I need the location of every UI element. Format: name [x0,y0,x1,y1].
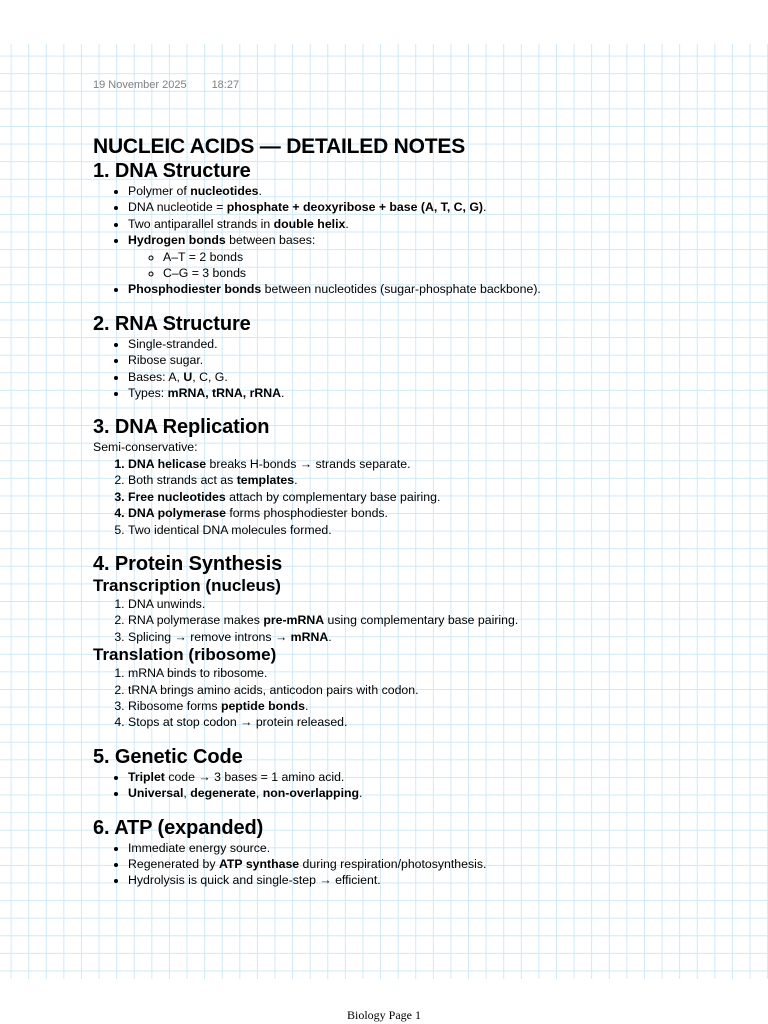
list-item: • Hydrolysis is quick and single-step → efficient. [128,872,733,888]
list-item: • Phosphodiester bonds between nucleotides (sugar-phosphate backbone). [128,281,733,297]
subheading-translation: Translation (ribosome) [93,645,277,665]
list-item: • Triplet code → 3 bases = 1 amino acid. [128,769,733,785]
list-item: • Polymer of nucleotides. [128,183,733,199]
note-date: 19 November 2025 [93,79,187,91]
list-item: 3. Splicing → remove introns → mRNA. [128,629,733,645]
list-item: 3. Free nucleotides attach by complementary base pairing. [128,489,733,505]
dna-structure-list [93,183,733,298]
subheading-transcription: Transcription (nucleus) [93,575,281,595]
translation-steps [93,665,733,731]
list-item: • Regenerated by ATP synthase during respiration/photosynthesis. [128,856,733,872]
list-item: 4. DNA polymerase forms phosphodiester bonds. [128,505,733,521]
note-content [93,78,733,889]
note-timestamp [93,78,733,92]
section-heading-dna-structure: 1. DNA Structure [93,160,251,182]
list-item: 5. Two identical DNA molecules formed. [128,522,733,538]
section-heading-atp: 6. ATP (expanded) [93,816,264,839]
list-item: 2. RNA polymerase makes pre-mRNA using complementary base pairing. [128,612,733,628]
list-item: • Universal, degenerate, non-overlapping. [128,785,733,801]
list-item: 2. Both strands act as templates. [128,472,733,488]
list-item: • Ribose sugar. [128,352,733,368]
list-item: • Immediate energy source. [128,840,733,856]
transcription-steps [93,596,733,645]
sublist-item: ◦ C–G = 3 bonds [163,265,733,281]
atp-list [93,840,733,889]
section-heading-dna-replication: 3. DNA Replication [93,416,270,439]
list-item: • Types: mRNA, tRNA, rRNA. [128,385,733,401]
section-heading-genetic-code: 5. Genetic Code [93,745,243,768]
list-item: 1. mRNA binds to ribosome. [128,665,733,681]
sublist-item: ◦ A–T = 2 bonds [163,249,733,265]
page-title: NUCLEIC ACIDS — DETAILED NOTES [93,135,466,158]
section-heading-rna-structure: 2. RNA Structure [93,312,251,335]
base-pair-sublist [128,249,733,282]
list-item: • Two antiparallel strands in double helix. [128,216,733,232]
list-item: • DNA nucleotide = phosphate + deoxyribose + base (A, T, C, G). [128,199,733,215]
rna-structure-list [93,336,733,402]
replication-steps [93,456,733,538]
list-item: • Hydrogen bonds between bases: ◦ A–T = 2 bonds ◦ C–G = 3 bonds [128,232,733,281]
list-item: 2. tRNA brings amino acids, anticodon pairs with codon. [128,682,733,698]
list-item: 4. Stops at stop codon → protein released. [128,714,733,730]
replication-lead: Semi-conservative: [93,440,198,455]
list-item: 1. DNA unwinds. [128,596,733,612]
list-item: 3. Ribosome forms peptide bonds. [128,698,733,714]
page-footer: Biology Page 1 [347,1008,421,1022]
note-time: 18:27 [211,79,240,91]
list-item: • Bases: A, U, C, G. [128,369,733,385]
list-item: • Single-stranded. [128,336,733,352]
genetic-code-list [93,769,733,802]
section-heading-protein-synthesis: 4. Protein Synthesis [93,552,283,575]
list-item: 1. DNA helicase breaks H-bonds → strands separate. [128,456,733,472]
